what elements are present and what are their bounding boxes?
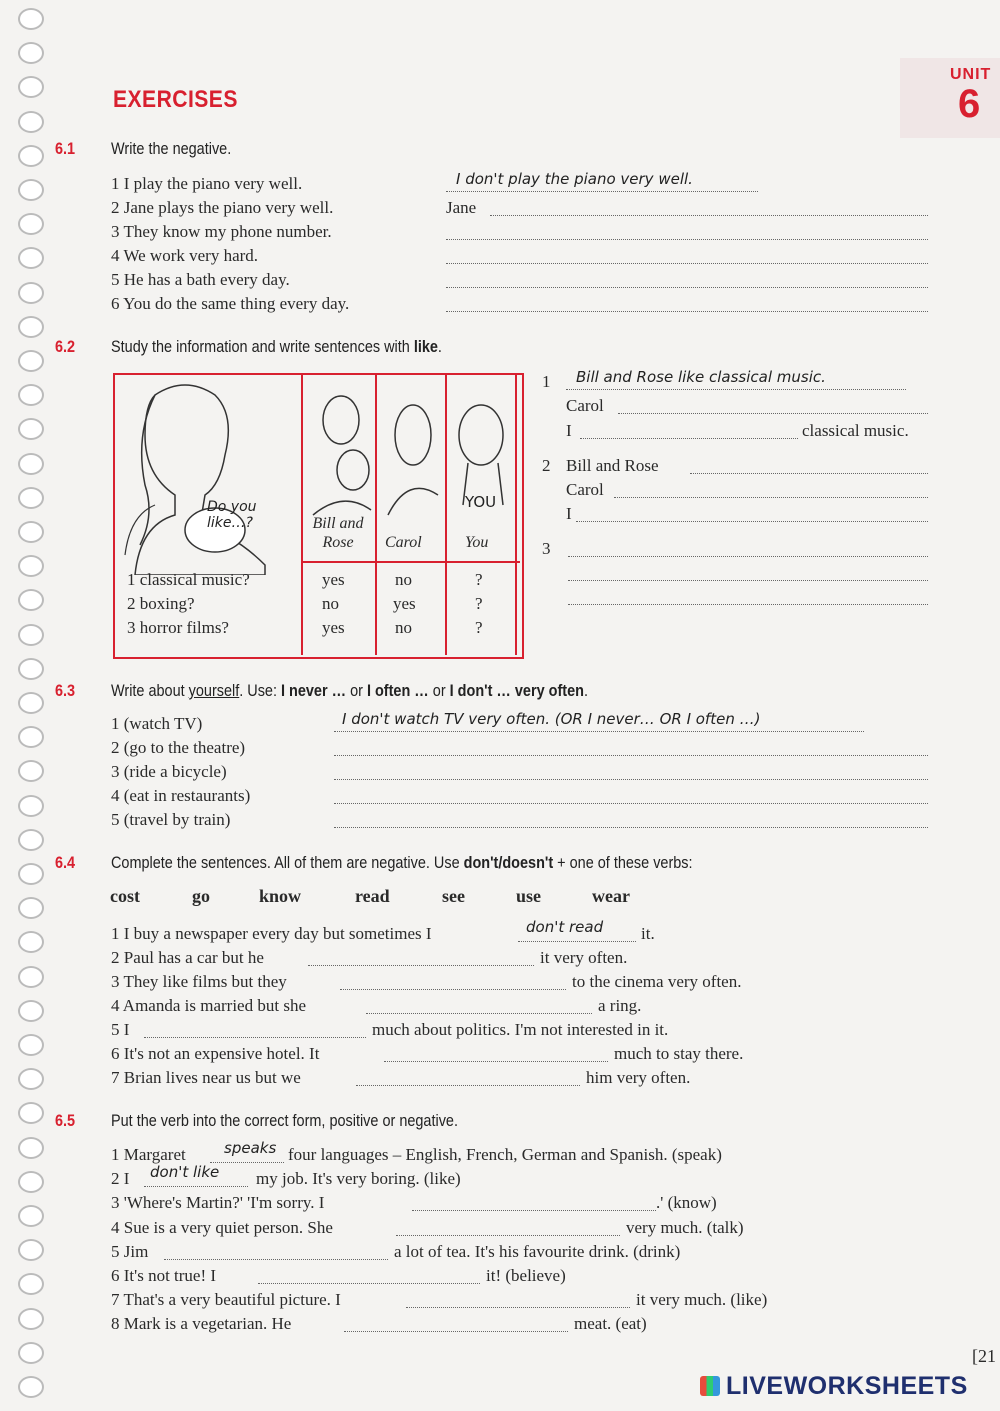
answer-input[interactable] (618, 413, 928, 414)
answer-input[interactable] (334, 803, 928, 804)
binding-hole (18, 726, 44, 748)
bubble-text: Do you like…? (207, 499, 257, 531)
preference-table (113, 373, 524, 659)
sentence-end: much to stay there. (614, 1044, 744, 1063)
binding-hole (18, 213, 44, 235)
answer-input[interactable] (144, 1037, 366, 1038)
exercise-instruction: Study the information and write sentences with like. (111, 337, 442, 356)
table-cell: ? (475, 618, 483, 637)
binding-hole (18, 282, 44, 304)
answer-input[interactable] (384, 1061, 608, 1062)
sentence-end: it very often. (540, 948, 628, 967)
page-number: [21 (972, 1346, 996, 1366)
binding-hole (18, 1342, 44, 1364)
sentence-start: 7 That's a very beautiful picture. I (111, 1290, 341, 1309)
unit-number: 6 (958, 82, 981, 126)
binding-hole (18, 692, 44, 714)
sentence: 6 You do the same thing every day. (111, 294, 350, 313)
unit-label: UNIT (950, 66, 992, 83)
binding-hole (18, 624, 44, 646)
table-cell: yes (322, 570, 345, 589)
answer-input[interactable] (164, 1259, 388, 1260)
answer-input[interactable] (576, 521, 928, 522)
answer-input[interactable] (334, 779, 928, 780)
binding-hole (18, 1239, 44, 1261)
answer-line (144, 1186, 248, 1187)
row-label: 3 horror films? (127, 618, 229, 637)
row-label: 1 classical music? (127, 570, 250, 589)
sentence-start: 2 Paul has a car but he (111, 948, 264, 967)
answer-example: Bill and Rose like classical music. (576, 368, 826, 386)
item-number: 2 (542, 456, 551, 475)
prompt: 2 (go to the theatre) (111, 738, 246, 757)
sentence-end: a lot of tea. It's his favourite drink. (drink) (394, 1242, 681, 1261)
verb-option: know (259, 886, 302, 906)
sentence-end: .' (know) (656, 1193, 717, 1212)
column-header: You (465, 534, 489, 551)
sentence-start: 2 I (111, 1169, 130, 1188)
answer-input[interactable] (366, 1013, 592, 1014)
answer-input[interactable] (568, 556, 928, 557)
answer-example: I don't watch TV very often. (OR I never… OR I often …) (342, 710, 761, 728)
prompt: 4 (eat in restaurants) (111, 786, 251, 805)
sentence: 2 Jane plays the piano very well. (111, 198, 334, 217)
table-cell: ? (475, 570, 483, 589)
you-label: YOU (465, 493, 497, 511)
binding-hole (18, 111, 44, 133)
answer-input[interactable] (446, 239, 928, 240)
binding-hole (18, 829, 44, 851)
answer-prefix: Carol (566, 396, 604, 415)
answer-line (210, 1162, 284, 1163)
binding-hole (18, 1376, 44, 1398)
item-number: 3 (542, 539, 551, 558)
binding-hole (18, 1273, 44, 1295)
column-header: Carol (385, 534, 422, 551)
sentence-end: four languages – English, French, German and Spanish. (speak) (288, 1145, 722, 1164)
answer-input[interactable] (412, 1210, 656, 1211)
table-cell: no (395, 618, 412, 637)
binding-hole (18, 521, 44, 543)
sentence-start: 1 Margaret (111, 1145, 186, 1164)
binding-hole (18, 1068, 44, 1090)
binding-hole (18, 1034, 44, 1056)
spiral-binding (18, 0, 48, 1411)
table-cell: yes (393, 594, 416, 613)
exercise-number: 6.3 (55, 681, 76, 700)
answer-input[interactable] (580, 438, 798, 439)
row-label: 2 boxing? (127, 594, 195, 613)
verb-option: read (355, 886, 390, 906)
answer-input[interactable] (258, 1283, 480, 1284)
answer-input[interactable] (308, 965, 534, 966)
binding-hole (18, 1137, 44, 1159)
binding-hole (18, 1000, 44, 1022)
exercise-instruction: Complete the sentences. All of them are negative. Use don't/doesn't + one of these verbs: (111, 853, 693, 872)
binding-hole (18, 42, 44, 64)
answer-input[interactable] (446, 287, 928, 288)
brand-icon (700, 1376, 720, 1396)
binding-hole (18, 1205, 44, 1227)
prompt: 3 (ride a bicycle) (111, 762, 227, 781)
answer-input[interactable] (334, 827, 928, 828)
answer-input[interactable] (406, 1307, 630, 1308)
binding-hole (18, 589, 44, 611)
exercise-number: 6.5 (55, 1111, 76, 1130)
sentence-start: 6 It's not an expensive hotel. It (111, 1044, 320, 1063)
sentence-start: 1 I buy a newspaper every day but sometimes I (111, 924, 432, 943)
answer-input[interactable] (614, 497, 928, 498)
binding-hole (18, 145, 44, 167)
item-number: 1 (542, 372, 551, 391)
answer-suffix: classical music. (802, 421, 909, 440)
answer-input[interactable] (690, 473, 928, 474)
binding-hole (18, 658, 44, 680)
sentence-end: it. (641, 924, 655, 943)
verb-option: wear (592, 886, 630, 906)
sentence-start: 8 Mark is a vegetarian. He (111, 1314, 292, 1333)
answer-input[interactable] (568, 604, 928, 605)
liveworksheets-logo: LIVEWORKSHEETS (700, 1372, 968, 1401)
verb-option: go (192, 886, 210, 906)
answer-prefix: I (566, 421, 572, 440)
sentence-end: him very often. (586, 1068, 691, 1087)
answer-input[interactable] (490, 215, 928, 216)
verb-option: see (442, 886, 465, 906)
answer-line (446, 191, 758, 192)
sentence-start: 7 Brian lives near us but we (111, 1068, 301, 1087)
binding-hole (18, 316, 44, 338)
answer-input[interactable] (340, 989, 566, 990)
table-cell: ? (475, 594, 483, 613)
binding-hole (18, 760, 44, 782)
binding-hole (18, 966, 44, 988)
prompt: 5 (travel by train) (111, 810, 231, 829)
answer-prefix: I (566, 504, 572, 523)
exercise-instruction: Write about yourself. Use: I never … or I often … or I don't … very often. (111, 681, 588, 700)
answer-input[interactable] (568, 580, 928, 581)
answer-example: I don't play the piano very well. (456, 170, 693, 188)
binding-hole (18, 931, 44, 953)
sentence: 1 I play the piano very well. (111, 174, 303, 193)
table-cell: yes (322, 618, 345, 637)
woman-illustration (115, 375, 305, 575)
sentence: 4 We work very hard. (111, 246, 259, 265)
binding-hole (18, 555, 44, 577)
table-cell: no (322, 594, 339, 613)
sentence-end: a ring. (598, 996, 642, 1015)
sentence-start: 6 It's not true! I (111, 1266, 217, 1285)
sentence-end: much about politics. I'm not interested in it. (372, 1020, 669, 1039)
binding-hole (18, 8, 44, 30)
sentence-start: 4 Amanda is married but she (111, 996, 306, 1015)
answer-example: don't like (150, 1163, 220, 1181)
answer-prefix: Carol (566, 480, 604, 499)
binding-hole (18, 418, 44, 440)
binding-hole (18, 453, 44, 475)
sentence-end: to the cinema very often. (572, 972, 742, 991)
sentence-start: 3 'Where's Martin?' 'I'm sorry. I (111, 1193, 325, 1212)
answer-prefix: Bill and Rose (566, 456, 659, 475)
prompt: 1 (watch TV) (111, 714, 203, 733)
answer-input[interactable] (396, 1235, 620, 1236)
answer-input[interactable] (446, 263, 928, 264)
sentence-start: 4 Sue is a very quiet person. She (111, 1218, 333, 1237)
answer-example: don't read (526, 918, 604, 936)
exercise-instruction: Write the negative. (111, 139, 232, 158)
binding-hole (18, 1171, 44, 1193)
verb-option: cost (110, 886, 140, 906)
sentence-end: meat. (eat) (574, 1314, 647, 1333)
binding-hole (18, 179, 44, 201)
sentence-start: 5 Jim (111, 1242, 149, 1261)
column-header: Bill and Rose (312, 515, 364, 551)
binding-hole (18, 487, 44, 509)
sentence-start: 5 I (111, 1020, 130, 1039)
binding-hole (18, 863, 44, 885)
answer-line (566, 389, 906, 390)
binding-hole (18, 1308, 44, 1330)
verb-option: use (516, 886, 542, 906)
table-cell: no (395, 570, 412, 589)
binding-hole (18, 247, 44, 269)
exercise-number: 6.4 (55, 853, 76, 872)
answer-line (518, 941, 636, 942)
sentence-start: 3 They like films but they (111, 972, 287, 991)
sentence: 3 They know my phone number. (111, 222, 332, 241)
exercise-number: 6.2 (55, 337, 76, 356)
binding-hole (18, 350, 44, 372)
sentence-end: it very much. (like) (636, 1290, 768, 1309)
sentence: 5 He has a bath every day. (111, 270, 290, 289)
page-title: EXERCISES (113, 86, 238, 113)
binding-hole (18, 795, 44, 817)
answer-prefix: Jane (446, 198, 477, 217)
binding-hole (18, 897, 44, 919)
answer-example: speaks (224, 1139, 277, 1157)
exercise-number: 6.1 (55, 139, 76, 158)
answer-line (334, 731, 864, 732)
answer-input[interactable] (446, 311, 928, 312)
sentence-end: very much. (talk) (626, 1218, 744, 1237)
answer-input[interactable] (356, 1085, 580, 1086)
binding-hole (18, 1102, 44, 1124)
binding-hole (18, 76, 44, 98)
answer-input[interactable] (344, 1331, 568, 1332)
sentence-end: it! (believe) (486, 1266, 566, 1285)
binding-hole (18, 384, 44, 406)
sentence-end: my job. It's very boring. (like) (256, 1169, 461, 1188)
exercise-instruction: Put the verb into the correct form, positive or negative. (111, 1111, 458, 1130)
answer-input[interactable] (334, 755, 928, 756)
